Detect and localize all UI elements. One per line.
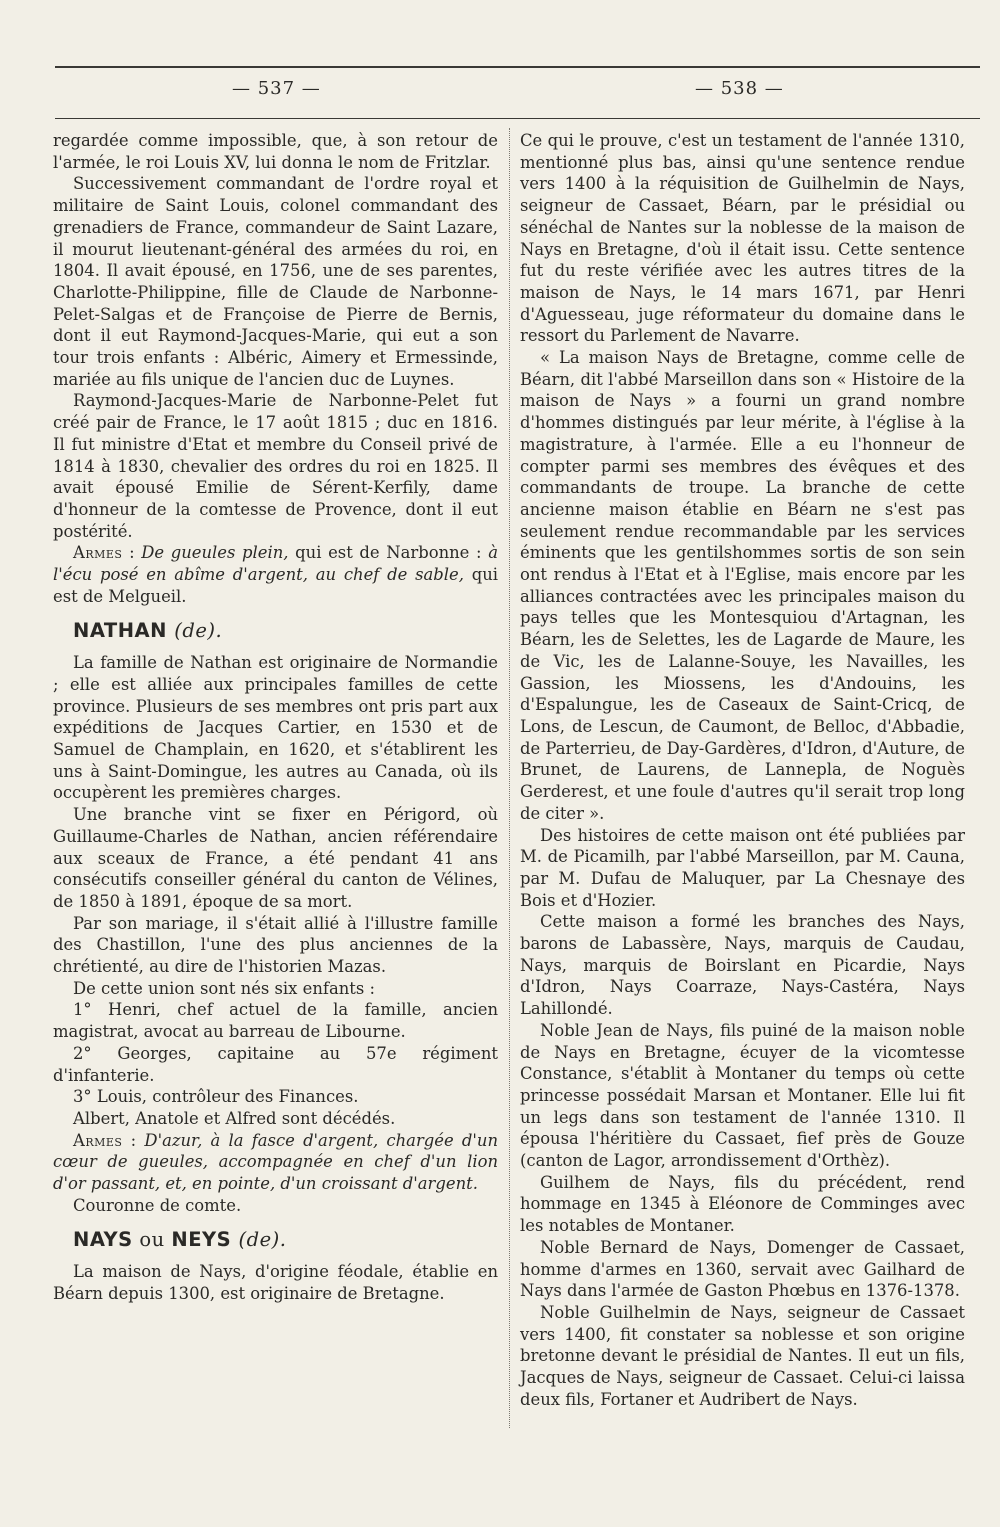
paragraph: Cette maison a formé les branches des Nays, barons de Labassère, Nays, marquis de Caudau, Nays, marquis de Boirslant en Picardie, Nays d'Idron, Nays Coarraze, Nays-Castéra, Nays Lahillondé.: [520, 912, 965, 1019]
paragraph: La maison de Nays, d'origine féodale, établie en Béarn depuis 1300, est originaire de Bretagne.: [53, 1262, 498, 1303]
list-item: 2° Georges, capitaine au 57e régiment d'infanterie.: [53, 1043, 498, 1085]
paragraph: Une branche vint se fixer en Périgord, où Guillaume-Charles de Nathan, ancien référendaire aux sceaux de France, a été pendant 41 ans consécutifs conseiller général du canton de Vélines, de 1850 à 1891, époque de sa mort.: [53, 805, 498, 911]
paragraph: Noble Jean de Nays, fils puiné de la maison noble de Nays en Bretagne, écuyer de la vicomtesse Constance, s'établit à Montaner du temps où cette princesse possédait Marsan et Montaner. Elle lui fit un legs dans son testament de l'année 1310. Il épousa l'héritière du Cassaet, fief près de Gouze (canton de Lagor, arrondissement d'Orthèz).: [520, 1020, 965, 1171]
paragraph: Raymond-Jacques-Marie de Narbonne-Pelet fut créé pair de France, le 17 août 1815 ; duc en 1816. Il fut ministre d'Etat et membre du Conseil privé de 1814 à 1830, chevalier des ordres du roi en 1825. Il avait épousé Emilie de Sérent-Kerfily, dame d'honneur de la comtesse de Provence, dont il eut postérité.: [53, 391, 498, 541]
heading-name: NAYS: [73, 1228, 133, 1252]
page-number-right: — 538 —: [695, 78, 784, 99]
armes-label: Armes: [73, 1130, 123, 1150]
left-column: [53, 130, 498, 1305]
paragraph: De cette union sont nés six enfants :: [73, 978, 376, 998]
paragraph: Couronne de comte.: [73, 1195, 242, 1215]
armes-blazon: De gueules plein,: [141, 543, 289, 563]
armes-blazon: à l'écu posé en abîme d'argent, au chef de sable,: [53, 543, 498, 585]
top-rule: [55, 66, 980, 68]
paragraph: Albert, Anatole et Alfred sont décédés.: [73, 1108, 396, 1128]
armes-label: Armes: [73, 543, 123, 563]
heading-particle: (de).: [174, 619, 223, 643]
armes-narbonne: [53, 542, 498, 607]
heading-joiner: ou: [132, 1228, 172, 1252]
paragraph: Noble Bernard de Nays, Domenger de Cassaet, homme d'armes en 1360, servait avec Gailhard de Nays dans l'armée de Gaston Phœbus en 1376-1378.: [520, 1237, 965, 1301]
header-rule: [55, 118, 980, 119]
list-item: 1° Henri, chef actuel de la famille, ancien magistrat, avocat au barreau de Libourne.: [53, 1000, 498, 1042]
armes-text: qui est de Narbonne :: [288, 543, 489, 563]
heading-name: NEYS: [171, 1228, 232, 1252]
paragraph: Successivement commandant de l'ordre royal et militaire de Saint Louis, colonel commandant des grenadiers de France, commandeur de Saint Lazare, il mourut lieutenant-général des armées du roi, en 1804. Il avait épousé, en 1756, une de ses parentes, Charlotte-Philippine, fille de Claude de Narbonne-Pelet-Salgas et de Françoise de Pierre de Bernis, dont il eut Raymond-Jacques-Marie, qui eut a son tour trois enfants : Albéric, Aimery et Ermessinde, mariée au fils unique de l'ancien duc de Luynes.: [53, 174, 498, 389]
column-divider: [509, 128, 510, 1428]
paragraph: La famille de Nathan est originaire de Normandie ; elle est alliée aux principales familles de cette province. Plusieurs de ses membres ont pris part aux expéditions de Jacques Cartier, en 1530 et de Samuel de Champlain, en 1620, et s'établirent les uns à Saint-Domingue, les autres au Canada, où ils occupèrent les premières charges.: [53, 653, 498, 803]
section-heading-nathan: [73, 620, 498, 642]
paragraph: « La maison Nays de Bretagne, comme celle de Béarn, dit l'abbé Marseillon dans son « Histoire de la maison de Nays » a fourni un grand nombre d'hommes distingués par leur mérite, à l'église à la magistrature, à l'armée. Elle a eu l'honneur de compter parmi ses membres des évêques et des commandants de troupe. La branche de cette ancienne maison établie en Béarn ne s'est pas seulement rendue recommandable par les services éminents que les gentilshommes sortis de son sein ont rendus à l'Etat et à l'Eglise, mais encore par les alliances contractées avec les principales maison du pays telles que les Montesquiou d'Artagnan, les Béarn, les de Selettes, les de Lagarde de Maure, les de Vic, les de Lalanne-Souye, les Navailles, les Gassion, les Miossens, les d'Andouins, les d'Espalungue, les de Caseaux de Saint-Cricq, de Lons, de Lescun, de Caumont, de Belloc, d'Abbadie, de Parterrieu, de Day-Gardères, d'Idron, d'Auture, de Brunet, de Laurens, de Lannepla, de Noguès Gerderest, et une foule d'autres qu'il serait trop long de citer ».: [520, 348, 965, 823]
heading-particle: (de).: [238, 1228, 287, 1252]
paragraph: Ce qui le prouve, c'est un testament de l'année 1310, mentionné plus bas, ainsi qu'une sentence rendue vers 1400 à la réquisition de Guilhelmin de Nays, seigneur de Cassaet, Béarn, par le présidial ou sénéchal de Nantes sur la noblesse de la maison de Nays en Bretagne, d'où il était issu. Cette sentence fut du reste vérifiée avec les autres titres de la maison de Nays, le 14 mars 1671, par Henri d'Aguesseau, juge réformateur du domaine dans le ressort du Parlement de Navarre.: [520, 131, 965, 346]
paragraph: Des histoires de cette maison ont été publiées par M. de Picamilh, par l'abbé Marseillon, par M. Cauna, par M. Dufau de Maluquer, par La Chesnaye des Bois et d'Hozier.: [520, 825, 965, 910]
armes-separator: :: [122, 1130, 145, 1150]
armes-separator: :: [122, 543, 142, 563]
paragraph: Par son mariage, il s'était allié à l'illustre famille des Chastillon, l'une des plus anciennes de la chrétienté, au dire de l'historien Mazas.: [53, 913, 498, 977]
armes-blazon: D'azur, à la fasce d'argent, chargée d'un cœur de gueules, accompagnée en chef d'un lion d'or passant, et, en pointe, d'un croissant d'argent.: [53, 1130, 498, 1194]
page-number-left: — 537 —: [232, 78, 321, 99]
armes-text: qui est de Melgueil.: [53, 565, 498, 606]
paragraph: Noble Guilhelmin de Nays, seigneur de Cassaet vers 1400, fit constater sa noblesse et son origine bretonne devant le présidial de Nantes. Il eut un fils, Jacques de Nays, seigneur de Cassaet. Celui-ci laissa deux fils, Fortaner et Audribert de Nays.: [520, 1302, 965, 1409]
paragraph: regardée comme impossible, que, à son retour de l'armée, le roi Louis XV, lui donna le nom de Fritzlar.: [53, 131, 498, 172]
right-column: [520, 130, 965, 1410]
paragraph: Guilhem de Nays, fils du précédent, rend hommage en 1345 à Eléonore de Comminges avec les notables de Montaner.: [520, 1172, 965, 1236]
list-item: 3° Louis, contrôleur des Finances.: [73, 1087, 359, 1107]
armes-nathan: [53, 1130, 498, 1195]
section-heading-nays: [73, 1229, 498, 1251]
heading-name: NATHAN: [73, 619, 167, 643]
